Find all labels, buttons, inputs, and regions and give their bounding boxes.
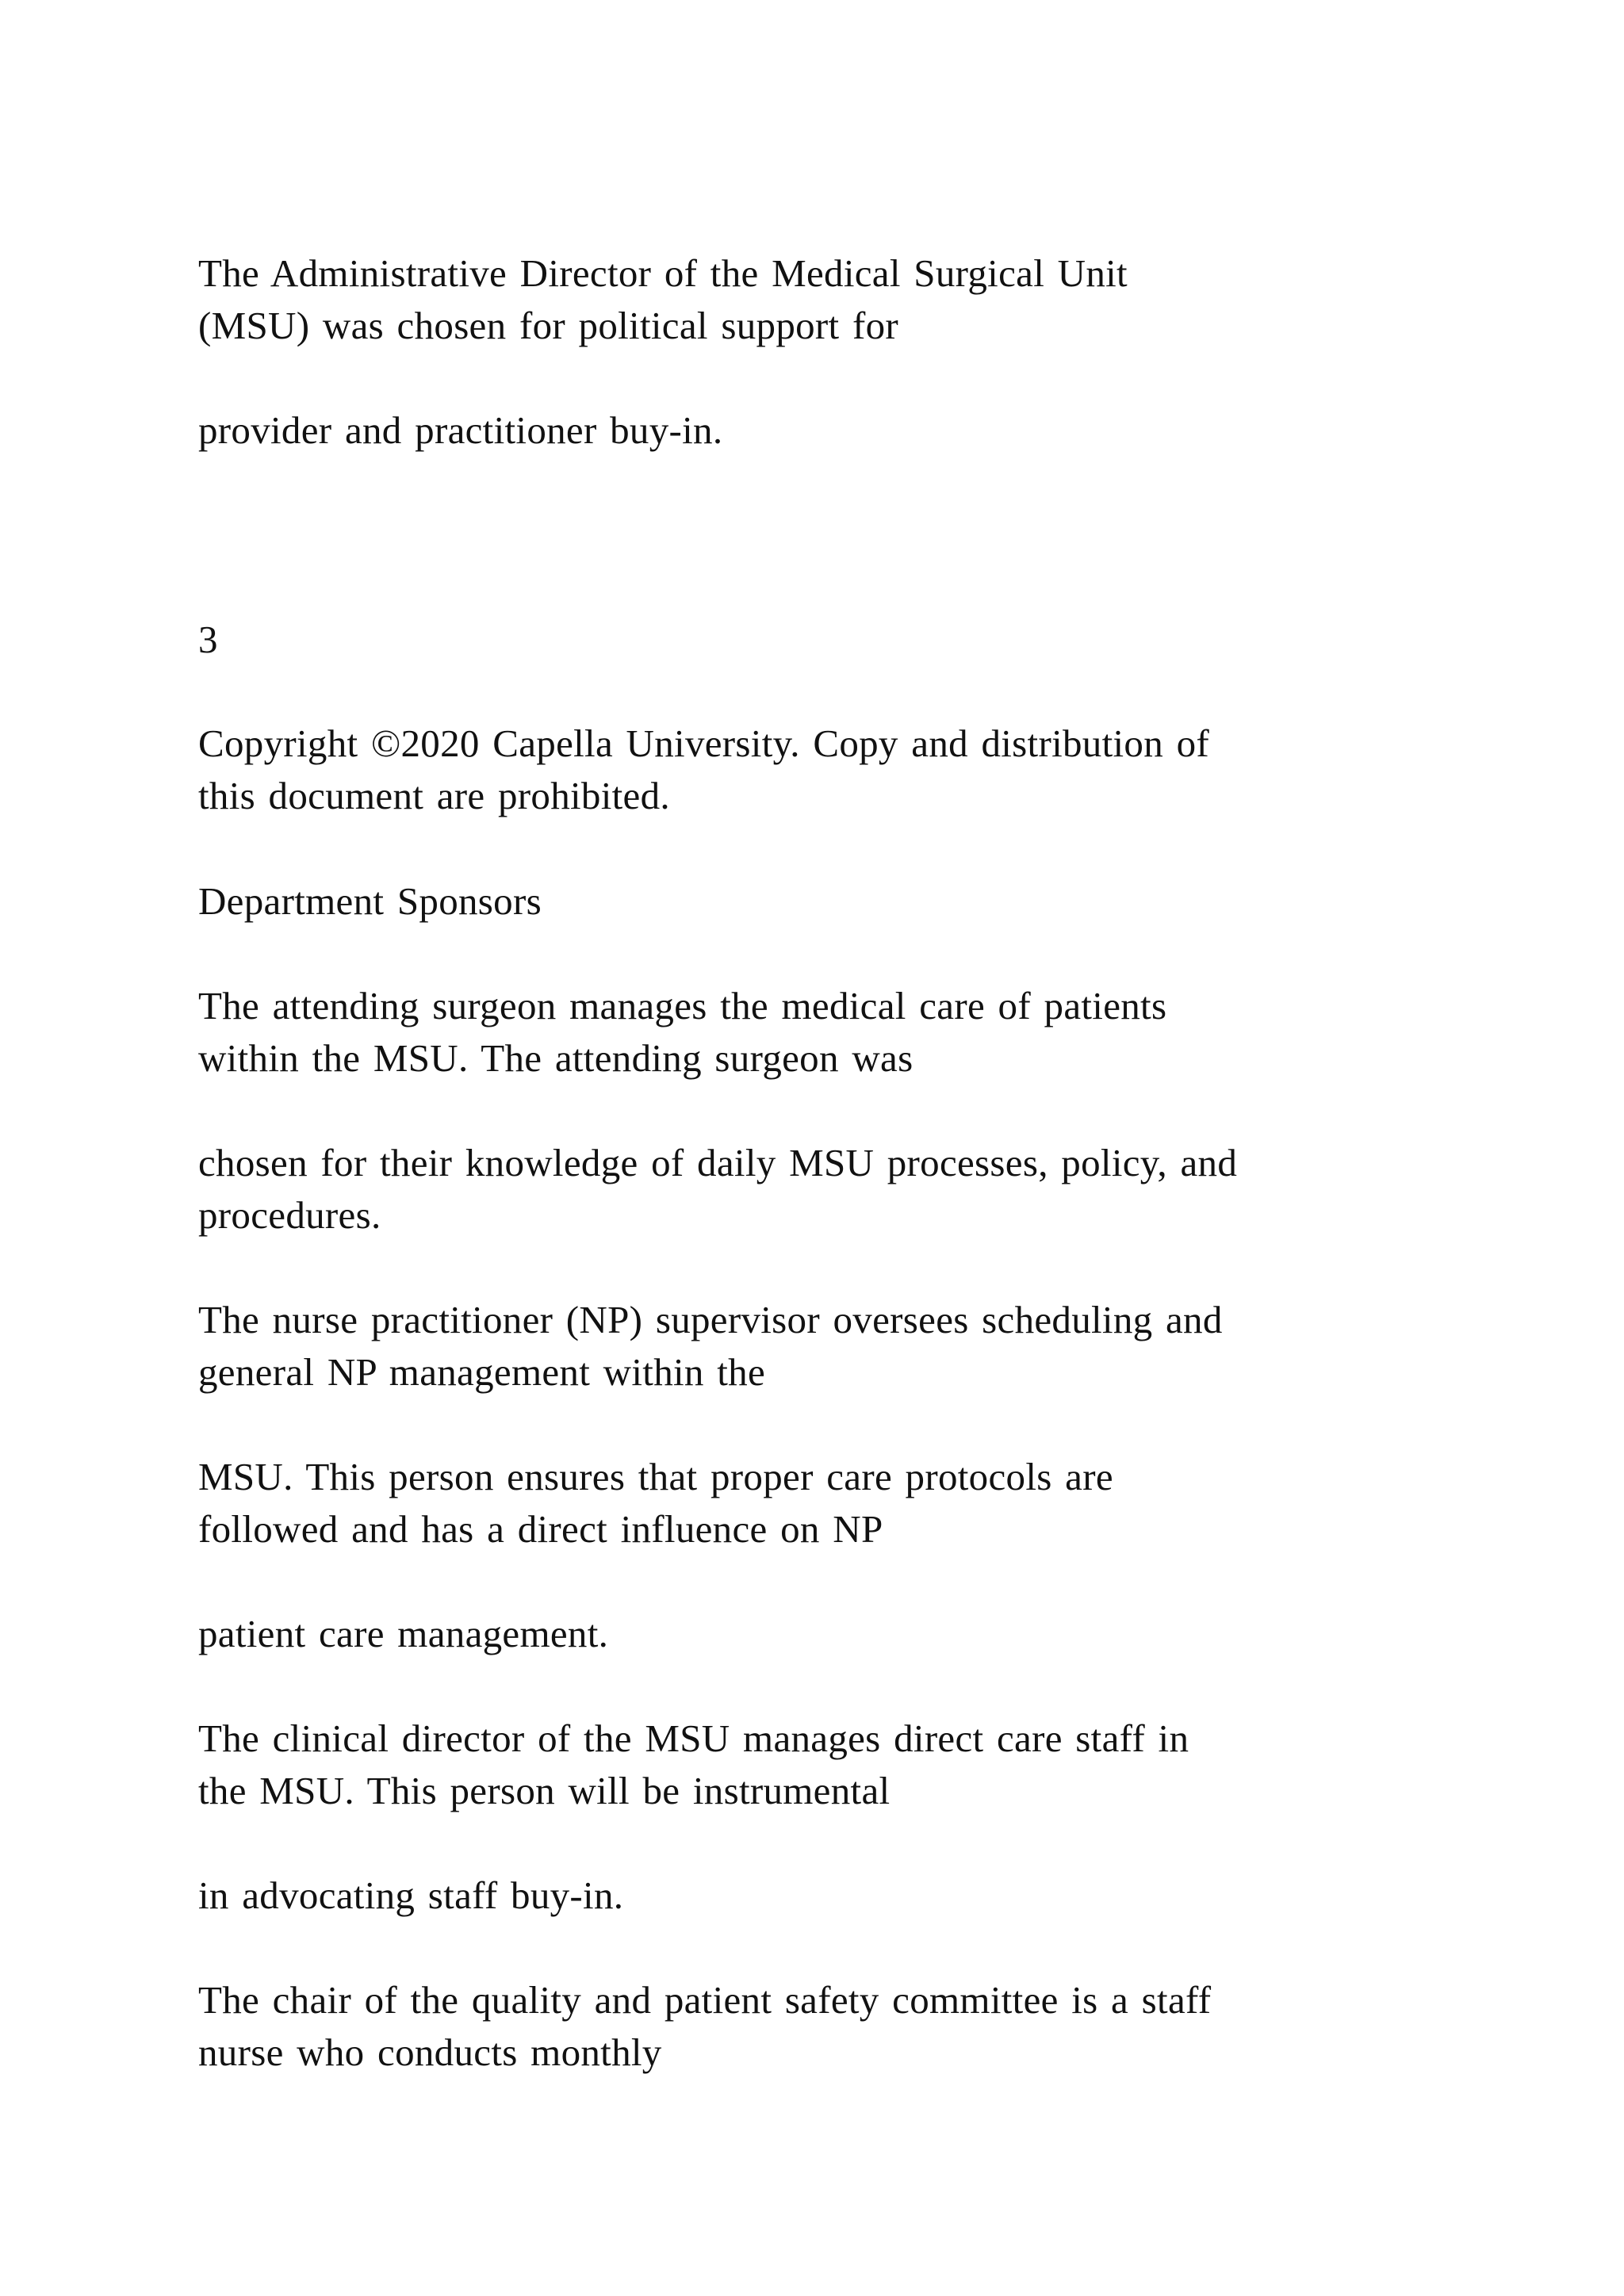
paragraph-np-supervisor-3: [198, 1608, 1435, 1660]
paragraph-np-supervisor-2: [198, 1451, 1435, 1556]
paragraph-np-supervisor-1: [198, 1294, 1435, 1399]
text-line: procedures.: [198, 1193, 381, 1237]
section-heading-text: Department Sponsors: [198, 879, 542, 923]
paragraph-quality-chair-1: [198, 1974, 1435, 2079]
text-line: patient care management.: [198, 1612, 609, 1655]
paragraph-clinical-director-1: [198, 1712, 1435, 1817]
text-line: (MSU) was chosen for political support for: [198, 304, 899, 347]
text-line: The clinical director of the MSU manages direct care staff in: [198, 1716, 1189, 1760]
paragraph-attending-surgeon-1: [198, 980, 1435, 1085]
paragraph-admin-director-1: [198, 247, 1435, 352]
section-heading: [198, 875, 1435, 928]
text-line: The Administrative Director of the Medical Surgical Unit: [198, 251, 1128, 295]
paragraph-admin-director-2: [198, 404, 1435, 457]
text-line: within the MSU. The attending surgeon was: [198, 1036, 914, 1080]
text-line: in advocating staff buy-in.: [198, 1873, 624, 1917]
text-line: general NP management within the: [198, 1350, 766, 1394]
page-number: [198, 614, 1435, 666]
copyright-notice: [198, 718, 1435, 822]
text-line: nurse who conducts monthly: [198, 2030, 662, 2074]
text-line: The nurse practitioner (NP) supervisor oversees scheduling and: [198, 1298, 1223, 1341]
text-line: Copyright ©2020 Capella University. Copy and distribution of: [198, 721, 1209, 765]
page-number-text: 3: [198, 618, 218, 661]
paragraph-clinical-director-2: [198, 1869, 1435, 1922]
text-line: MSU. This person ensures that proper care protocols are: [198, 1455, 1113, 1498]
text-line: The attending surgeon manages the medical care of patients: [198, 984, 1167, 1027]
text-line: The chair of the quality and patient safety committee is a staff: [198, 1978, 1212, 2022]
text-line: this document are prohibited.: [198, 774, 670, 817]
text-line: followed and has a direct influence on NP: [198, 1507, 883, 1551]
text-line: the MSU. This person will be instrumental: [198, 1769, 891, 1812]
paragraph-attending-surgeon-2: [198, 1137, 1435, 1242]
text-line: chosen for their knowledge of daily MSU processes, policy, and: [198, 1141, 1238, 1184]
text-line: provider and practitioner buy-in.: [198, 408, 723, 452]
